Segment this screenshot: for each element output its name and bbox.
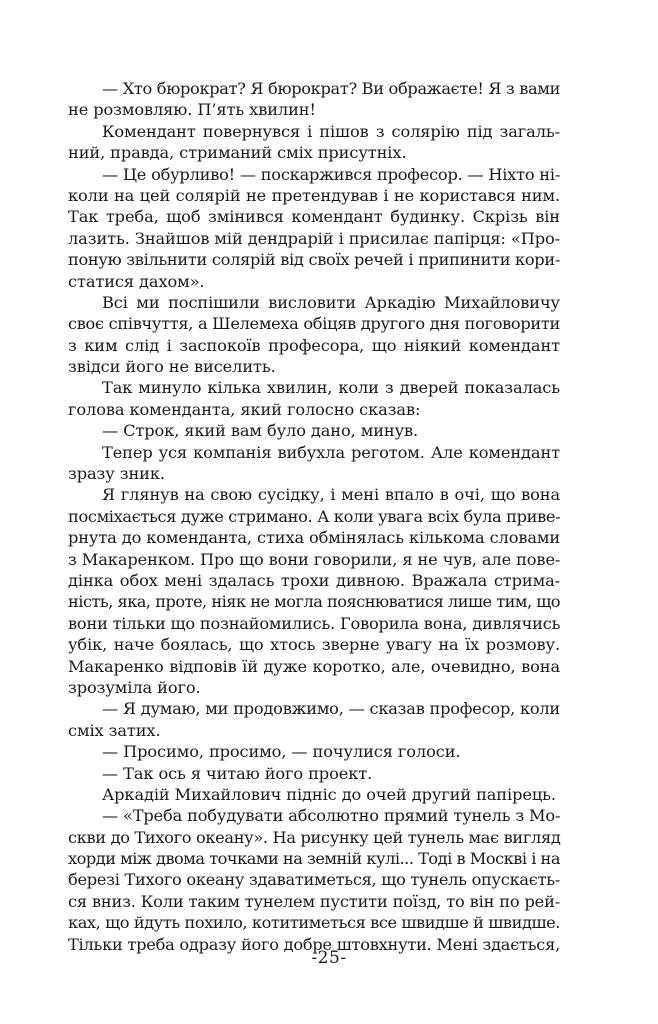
text-line: голова коменданта, який голосно сказав: bbox=[68, 399, 421, 419]
text-line: лазить. Знайшов мій дендрарій і присилає папірця: «Про- bbox=[68, 228, 560, 248]
text-line: Всі ми поспішили висловити Аркадію Михайловичу bbox=[102, 292, 560, 312]
text-line: вони тільки що познайомились. Говорила вона, дивлячись bbox=[68, 613, 561, 633]
text-line: зразу зник. bbox=[68, 464, 165, 484]
text-line: ний, правда, стриманий сміх присутніх. bbox=[68, 143, 407, 163]
text-line: Комендант повернувся і пішов з солярію під загаль- bbox=[102, 121, 560, 141]
text-line: березі Тихого океану здаватиметься, що тунель опускаєть- bbox=[68, 870, 560, 890]
text-line: — Строк, який вам було дано, минув. bbox=[102, 421, 419, 441]
body-text bbox=[68, 78, 560, 955]
text-line: — Я думаю, ми продовжимо, — сказав професор, коли bbox=[102, 699, 560, 719]
text-line: Макаренко відповів їй дуже коротко, але, очевидно, вона bbox=[68, 656, 560, 676]
text-line: поную звільнити солярій від своїх речей і припинити кори- bbox=[68, 250, 560, 270]
text-line: хорди між двома точками на земній кулі... Тоді в Москві і на bbox=[68, 849, 560, 869]
text-line: Аркадій Михайлович підніс до очей другий папірець. bbox=[102, 784, 556, 804]
text-line: коли на цей солярій не претендував і не користався ним. bbox=[68, 185, 560, 205]
text-line: Я глянув на свою сусідку, і мені впало в очі, що вона bbox=[102, 485, 560, 505]
text-line: з ким слід і заспокоїв професора, що ніякий комендант bbox=[68, 335, 560, 355]
text-line: статися дахом». bbox=[68, 271, 205, 291]
text-line: посміхається дуже стримано. А коли увага всіх була приве- bbox=[68, 506, 561, 526]
text-line: з Макаренком. Про що вони говорили, я не чув, але пове- bbox=[68, 549, 561, 569]
text-line: дінка обох мені здалась трохи дивною. Вражала стрима- bbox=[68, 570, 560, 590]
text-line: Тільки треба одразу його добре штовхнути. Мені здається, bbox=[68, 934, 560, 954]
page-number: -25- bbox=[311, 948, 347, 968]
text-line: не розмовляю. П’ять хвилин! bbox=[68, 100, 316, 120]
text-line: ках, що йдуть похило, котитиметься все швидше й швидше. bbox=[68, 913, 560, 933]
text-line: убік, наче боялась, що хтось зверне увагу на їх розмову. bbox=[68, 635, 560, 655]
text-line: своє співчуття, а Шелемеха обіцяв другого дня поговорити bbox=[68, 314, 560, 334]
text-line: Так минуло кілька хвилин, коли з дверей показалась bbox=[102, 378, 560, 398]
text-line: — Так ось я читаю його проект. bbox=[102, 763, 373, 783]
text-line: скви до Тихого океану». На рисунку цей тунель має вигляд bbox=[68, 827, 561, 847]
text-line: ність, яка, проте, ніяк не могла пояснюватися лише тим, що bbox=[68, 592, 561, 612]
text-line: — Хто бюрократ? Я бюрократ? Ви ображаєте! Я з вами bbox=[102, 79, 561, 98]
text-line: Так треба, щоб змінився комендант будинку. Скрізь він bbox=[68, 207, 560, 227]
text-line: сміх затих. bbox=[68, 720, 161, 740]
text-line: — Просимо, просимо, — почулися голоси. bbox=[102, 742, 461, 762]
text-line: рнута до коменданта, стиха обмінялась кількома словами bbox=[68, 528, 560, 548]
text-line: Тепер уся компанія вибухла реготом. Але комендант bbox=[102, 442, 560, 462]
text-line: — Це обурливо! — поскаржився професор. — Ніхто ні- bbox=[102, 164, 561, 184]
text-line: звідси його не виселить. bbox=[68, 357, 276, 377]
text-line: — «Треба побудувати абсолютно прямий тунель з Мо- bbox=[102, 806, 561, 826]
text-line: зрозуміла його. bbox=[68, 677, 201, 697]
text-line: ся вниз. Коли таким тунелем пустити поїзд, то він по рей- bbox=[68, 891, 560, 911]
